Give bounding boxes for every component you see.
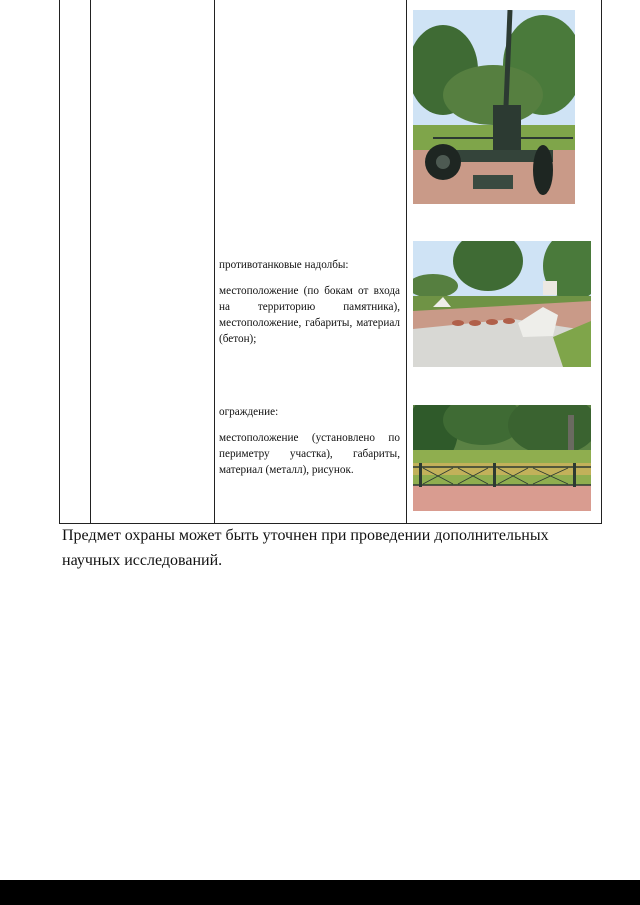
anti-tank-obstacles-heading: противотанковые надолбы:	[219, 259, 349, 271]
table-border-right	[601, 0, 602, 524]
fence-heading: ограждение:	[219, 406, 279, 418]
table-border-left	[59, 0, 60, 524]
anti-tank-obstacles-photo	[413, 241, 591, 367]
fence-photo	[413, 405, 591, 511]
table-column-divider-3	[406, 0, 407, 524]
table-column-divider-2	[214, 0, 215, 524]
fence-description: местоположение (установлено по периметру участка), габариты, материал (металл), рисунок.	[219, 432, 400, 476]
fence-cell	[219, 404, 400, 488]
anti-tank-obstacles-description: местоположение (по бокам от входа на территорию памятника), местоположение, габариты, материал (бетон);	[219, 285, 400, 345]
anti-aircraft-gun-photo	[413, 10, 575, 204]
scan-bottom-border	[0, 880, 640, 905]
anti-aircraft-gun-photo-icon	[413, 10, 575, 204]
anti-tank-obstacles-cell	[219, 257, 400, 357]
table-column-divider-1	[90, 0, 91, 524]
anti-tank-obstacles-photo-icon	[413, 241, 591, 367]
fence-photo-icon	[413, 405, 591, 511]
footer-note: Предмет охраны может быть уточнен при проведении дополнительных научных исследований.	[62, 527, 549, 569]
